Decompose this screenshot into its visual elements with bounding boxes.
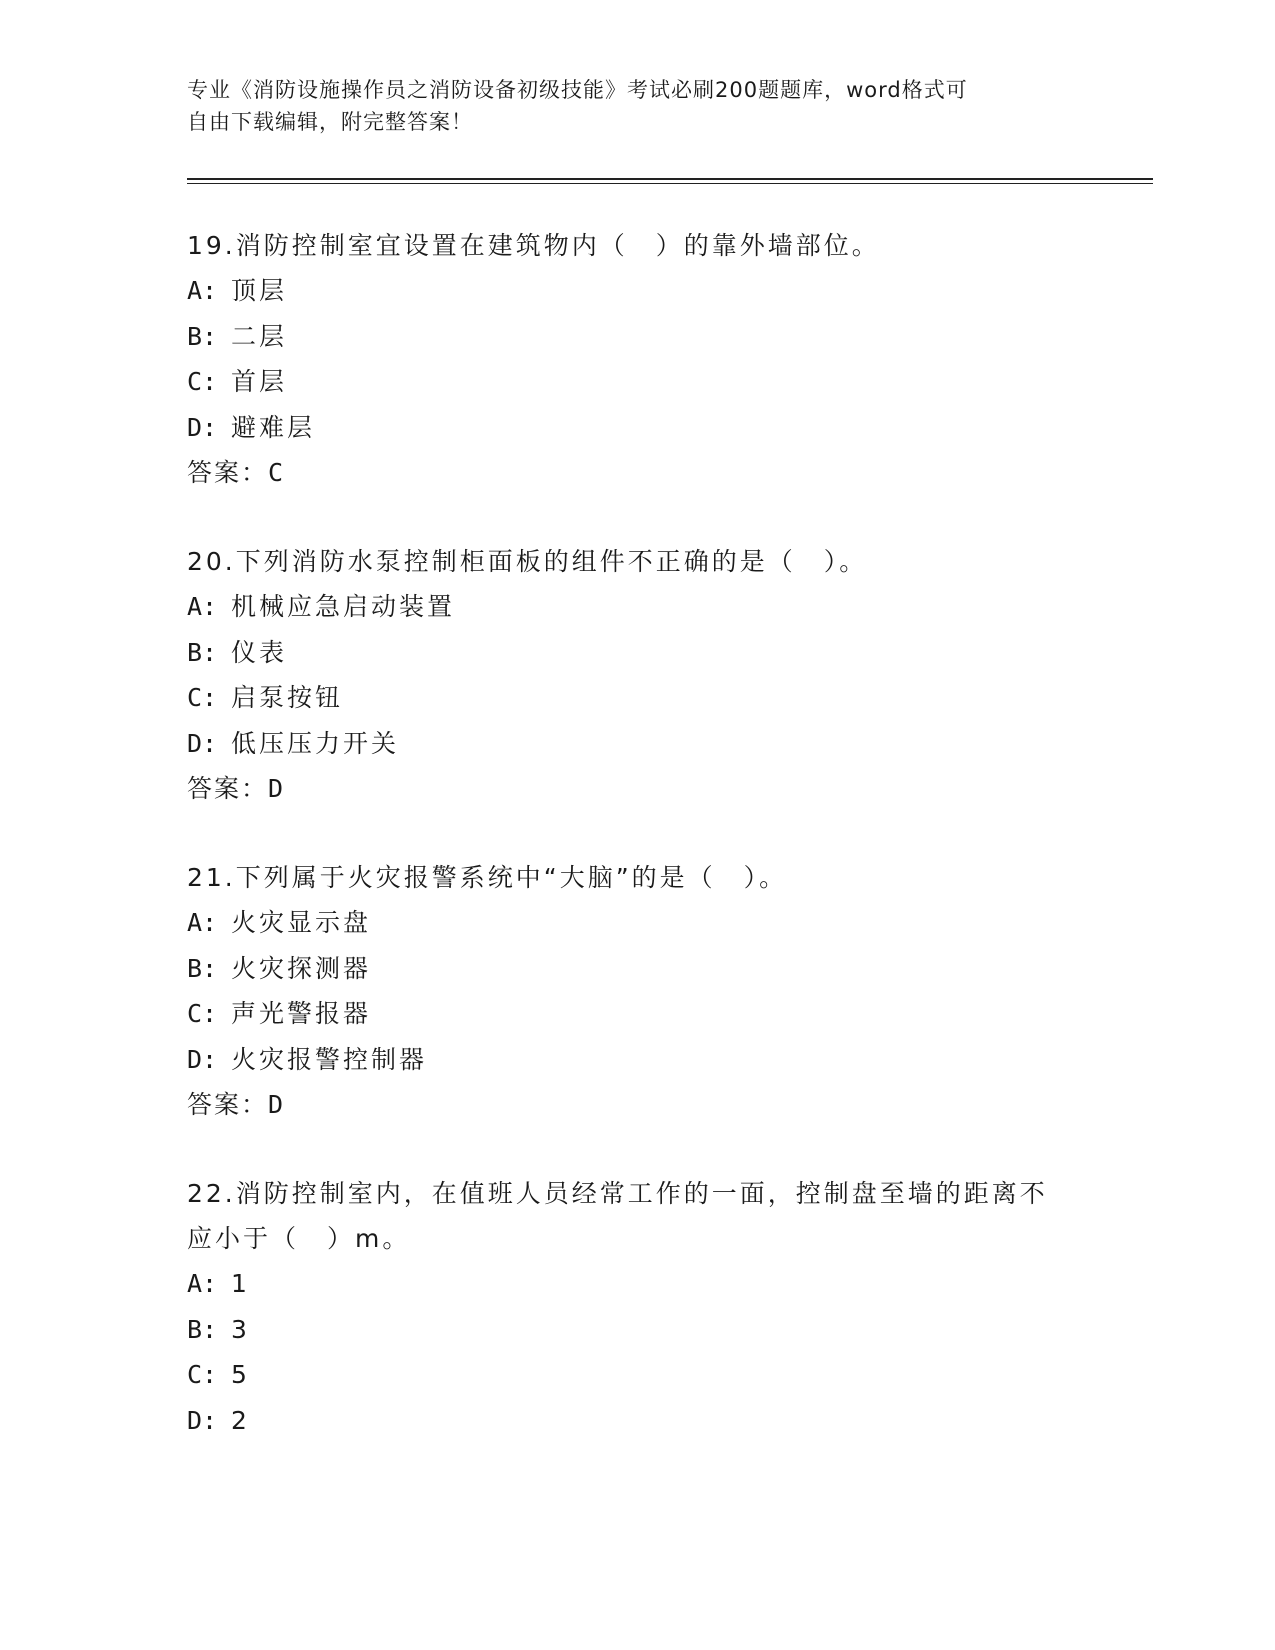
option-key: A:	[187, 592, 218, 621]
option-text: 首层	[231, 367, 288, 396]
option-key: B:	[187, 637, 218, 667]
option-text: 3	[231, 1314, 250, 1344]
question-19	[187, 223, 1087, 495]
option-text: 仪表	[231, 637, 288, 667]
option-a	[187, 900, 1087, 946]
option-text: 机械应急启动装置	[231, 592, 456, 621]
answer-line	[187, 450, 1087, 495]
option-d	[187, 405, 1087, 451]
option-key: A:	[187, 276, 218, 305]
option-b	[187, 1307, 1087, 1353]
question-stem: 20.下列消防水泵控制柜面板的组件不正确的是（ ）。	[187, 547, 868, 576]
option-text: 5	[231, 1360, 250, 1389]
answer-line	[187, 1082, 1087, 1127]
question-stem: 21.下列属于火灾报警系统中“大脑”的是（ ）。	[187, 863, 788, 892]
option-c	[187, 675, 1087, 721]
option-key: D:	[187, 1044, 218, 1074]
option-text: 低压压力开关	[231, 728, 400, 758]
option-key: B:	[187, 953, 218, 983]
option-key: A:	[187, 908, 218, 937]
option-key: B:	[187, 321, 218, 351]
option-text: 启泵按钮	[231, 683, 344, 712]
option-key: C:	[187, 999, 218, 1028]
option-c	[187, 359, 1087, 405]
answer-value: D	[268, 1090, 286, 1119]
option-a	[187, 268, 1087, 314]
option-key: D:	[187, 1405, 218, 1435]
header-line-1: 专业《消防设施操作员之消防设备初级技能》考试必刷200题题库，word格式可	[187, 78, 968, 102]
answer-value: D	[268, 774, 286, 803]
option-a	[187, 584, 1087, 630]
option-key: D:	[187, 728, 218, 758]
question-stem-line-2: 应小于（ ）m。	[187, 1224, 411, 1253]
option-text: 声光警报器	[231, 999, 372, 1028]
question-stem: 19.消防控制室宜设置在建筑物内（ ）的靠外墙部位。	[187, 231, 880, 260]
option-key: C:	[187, 367, 218, 396]
option-b	[187, 630, 1087, 676]
option-text: 2	[231, 1405, 250, 1435]
option-d	[187, 721, 1087, 767]
answer-label: 答案：	[187, 1090, 269, 1119]
option-a	[187, 1261, 1087, 1307]
question-20	[187, 539, 1087, 811]
option-text: 避难层	[231, 412, 316, 442]
answer-label: 答案：	[187, 774, 269, 803]
header-divider-bottom	[187, 183, 1153, 184]
option-key: D:	[187, 412, 218, 442]
option-d	[187, 1037, 1087, 1083]
option-text: 火灾探测器	[231, 953, 372, 983]
option-key: A:	[187, 1269, 218, 1298]
option-text: 1	[231, 1269, 250, 1298]
option-text: 顶层	[231, 276, 288, 305]
question-stem-line-1: 22.消防控制室内，在值班人员经常工作的一面，控制盘至墙的距离不	[187, 1179, 1048, 1208]
option-text: 二层	[231, 321, 288, 351]
answer-line	[187, 766, 1087, 811]
option-b	[187, 314, 1087, 360]
option-c	[187, 991, 1087, 1037]
option-key: C:	[187, 683, 218, 712]
answer-label: 答案：	[187, 458, 269, 487]
option-d	[187, 1398, 1087, 1444]
option-text: 火灾报警控制器	[231, 1044, 428, 1074]
header-divider-top	[187, 178, 1153, 180]
option-key: C:	[187, 1360, 218, 1389]
document-header	[187, 74, 1067, 138]
question-22	[187, 1171, 1087, 1443]
option-key: B:	[187, 1314, 218, 1344]
option-b	[187, 946, 1087, 992]
question-21	[187, 855, 1087, 1127]
header-line-2: 自由下载编辑，附完整答案！	[187, 110, 473, 134]
option-text: 火灾显示盘	[231, 908, 372, 937]
option-c	[187, 1352, 1087, 1398]
answer-value: C	[268, 458, 286, 487]
